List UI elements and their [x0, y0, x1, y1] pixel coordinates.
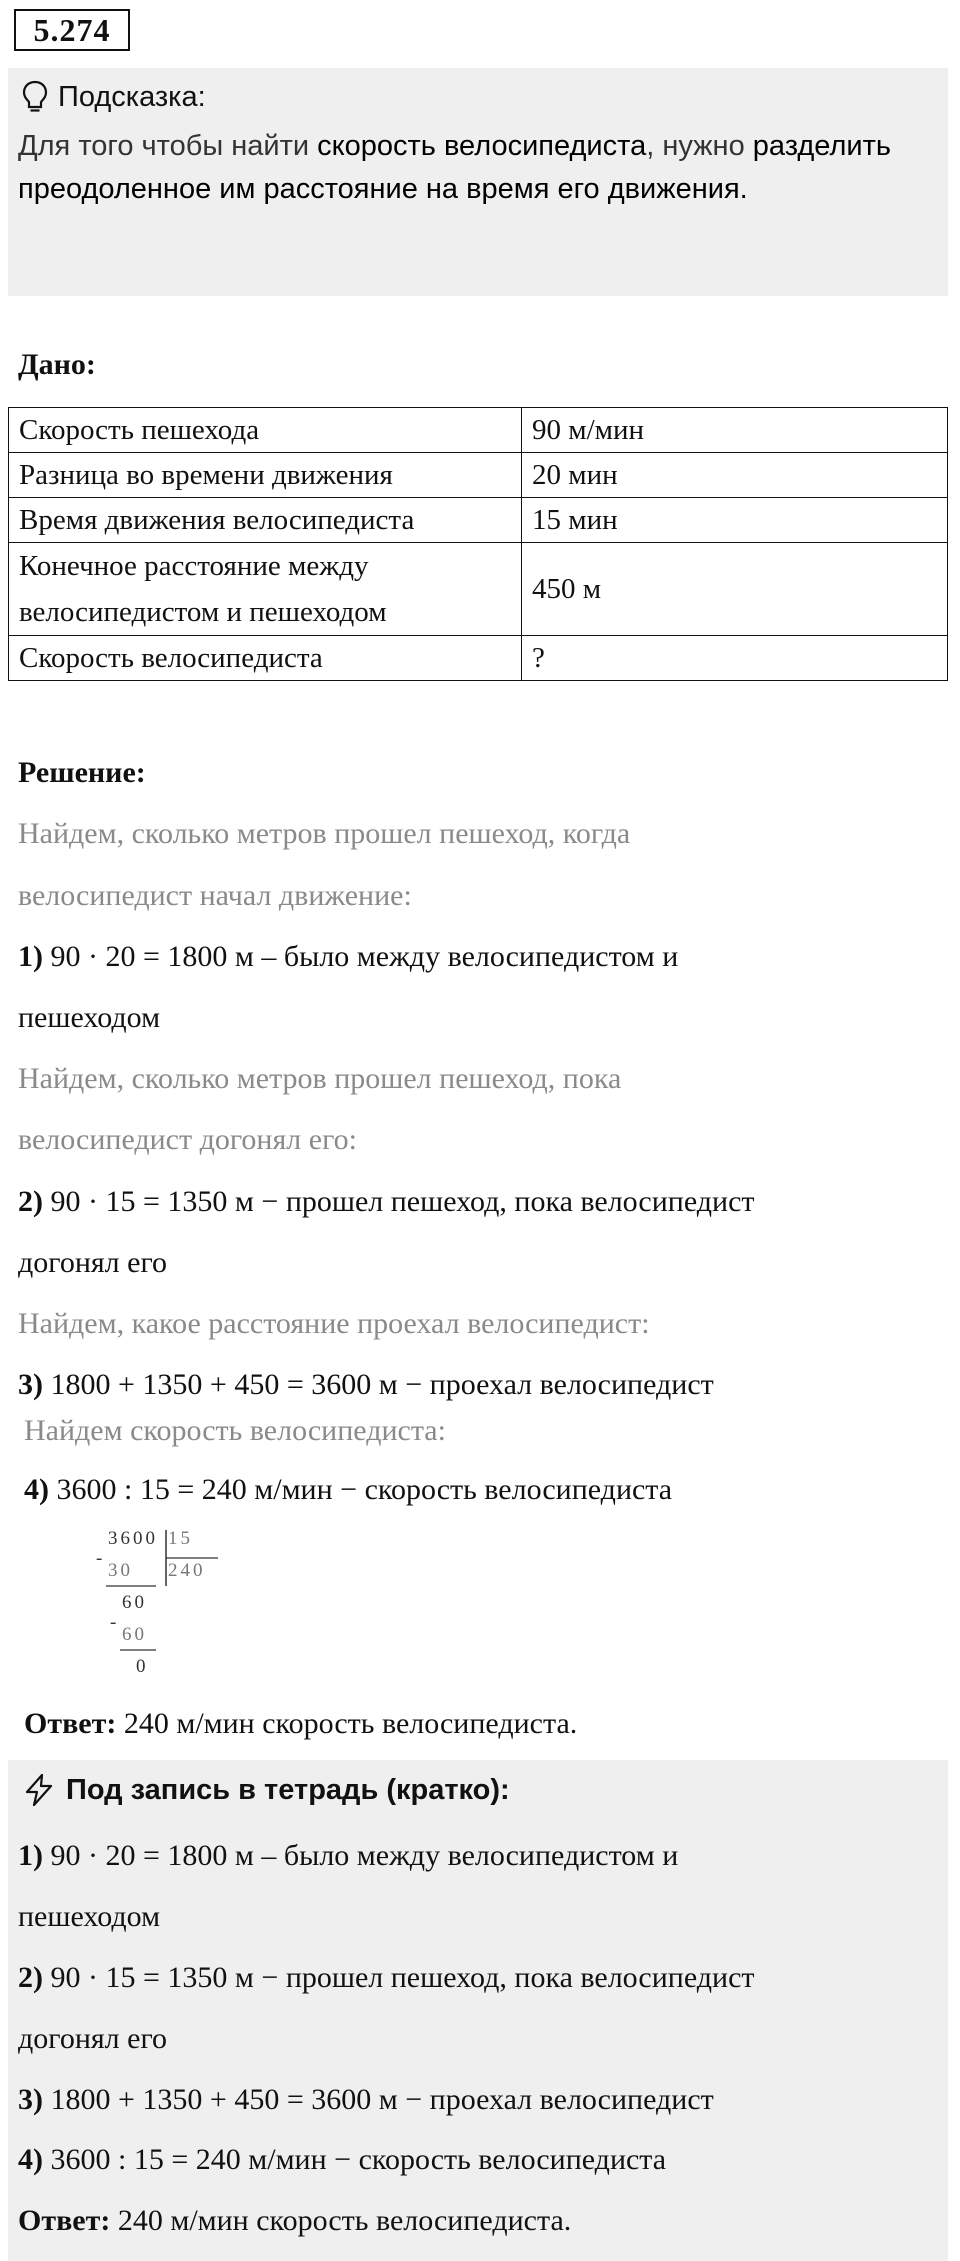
minus-sign: -	[96, 1548, 106, 1569]
given-label: Конечное расстояние между велосипедистом и пешеходом	[9, 543, 522, 636]
step-expr-text: 3600 : 15 = 240 м/мин − скорость велосипедиста	[49, 1473, 673, 1506]
solution-heading: Решение:	[18, 756, 146, 789]
lightning-icon	[22, 1773, 56, 1807]
hint-highlight-speed: скорость велосипедиста	[317, 130, 647, 162]
division-lines	[96, 1526, 226, 1686]
notes-line	[18, 2140, 666, 2180]
step-expression	[18, 1365, 714, 1405]
step-comment: велосипедист начал движение:	[18, 879, 412, 912]
hint-title	[22, 77, 206, 117]
long-division	[96, 1526, 226, 1686]
notes-expr: догонял его	[18, 2022, 168, 2055]
step-expr-text: 1800 + 1350 + 450 = 3600 м − проехал велосипедист	[43, 1368, 714, 1401]
notes-expr: 3600 : 15 = 240 м/мин − скорость велосипедиста	[43, 2143, 667, 2176]
answer-label: Ответ:	[18, 2204, 111, 2237]
table-row	[9, 498, 948, 543]
minus-sign: -	[110, 1612, 120, 1633]
notes-line	[18, 1836, 678, 1876]
table-row	[9, 408, 948, 453]
hint-text-start: Для того чтобы найти	[18, 130, 318, 162]
step-number: 3)	[18, 1368, 43, 1401]
step-expression	[18, 1182, 755, 1222]
step-expression	[18, 937, 678, 977]
hint-text	[18, 125, 918, 211]
notes-line	[18, 1897, 160, 1937]
lightbulb-icon	[22, 80, 48, 114]
hint-title-text: Подсказка:	[58, 81, 206, 113]
step-number: 4)	[18, 2143, 43, 2176]
given-value: 90 м/мин	[522, 408, 948, 453]
step-comment: Найдем, какое расстояние проехал велосипедист:	[18, 1307, 650, 1340]
table-row	[9, 636, 948, 681]
given-value: ?	[522, 636, 948, 681]
step-expr-text: 90 · 20 = 1800 м – было между велосипедистом и	[43, 940, 679, 973]
remainder-0: 0	[136, 1656, 149, 1677]
given-heading: Дано:	[18, 348, 96, 381]
step-number: 2)	[18, 1185, 43, 1218]
notes-answer	[18, 2201, 571, 2241]
step-comment: Найдем скорость велосипедиста:	[24, 1414, 446, 1447]
remainder-1: 60	[122, 1592, 147, 1613]
notes-title-text: Под запись в тетрадь (кратко):	[66, 1774, 510, 1806]
given-value: 20 мин	[522, 453, 948, 498]
notes-line	[18, 1958, 755, 1998]
step-number: 2)	[18, 1961, 43, 1994]
notes-line	[18, 2080, 714, 2120]
notes-expr: 90 · 15 = 1350 м − прошел пешеход, пока велосипедист	[43, 1961, 755, 1994]
notes-title	[22, 1770, 510, 1810]
given-label: Скорость пешехода	[9, 408, 522, 453]
notes-line	[18, 2019, 167, 2059]
dividend: 3600	[108, 1528, 158, 1549]
task-number: 5.274	[14, 9, 130, 51]
step-expr-text: 90 · 15 = 1350 м − прошел пешеход, пока велосипедист	[43, 1185, 755, 1218]
hint-text-middle: , нужно	[646, 130, 753, 162]
step-number: 4)	[24, 1473, 49, 1506]
step-comment: Найдем, сколько метров прошел пешеход, пока	[18, 1062, 622, 1095]
subtrahend-2: 60	[122, 1624, 147, 1645]
step-number: 3)	[18, 2083, 43, 2116]
step-number: 1)	[18, 1839, 43, 1872]
answer	[24, 1704, 577, 1744]
step-comment: велосипедист догонял его:	[18, 1123, 357, 1156]
table-row	[9, 453, 948, 498]
step-expression	[24, 1470, 672, 1510]
given-label: Время движения велосипедиста	[9, 498, 522, 543]
hint-highlight-rule: разделить преодоленное им расстояние на время его движения.	[18, 130, 891, 205]
given-table	[8, 407, 948, 681]
notes-expr: 1800 + 1350 + 450 = 3600 м − проехал велосипедист	[43, 2083, 714, 2116]
step-comment: Найдем, сколько метров прошел пешеход, когда	[18, 817, 631, 850]
notes-expr: 90 · 20 = 1800 м – было между велосипедистом и	[43, 1839, 679, 1872]
quotient: 240	[168, 1560, 206, 1581]
step-number: 1)	[18, 940, 43, 973]
subtrahend-1: 30	[108, 1560, 133, 1581]
answer-label: Ответ:	[24, 1707, 117, 1740]
answer-text: 240 м/мин скорость велосипедиста.	[116, 1707, 578, 1740]
given-label: Скорость велосипедиста	[9, 636, 522, 681]
answer-text: 240 м/мин скорость велосипедиста.	[110, 2204, 572, 2237]
divisor: 15	[168, 1528, 193, 1549]
given-label: Разница во времени движения	[9, 453, 522, 498]
step-expression-cont: пешеходом	[18, 1001, 161, 1034]
given-value: 450 м	[522, 543, 948, 636]
table-row	[9, 543, 948, 636]
step-expression-cont: догонял его	[18, 1246, 168, 1279]
given-value: 15 мин	[522, 498, 948, 543]
notes-expr: пешеходом	[18, 1900, 161, 1933]
